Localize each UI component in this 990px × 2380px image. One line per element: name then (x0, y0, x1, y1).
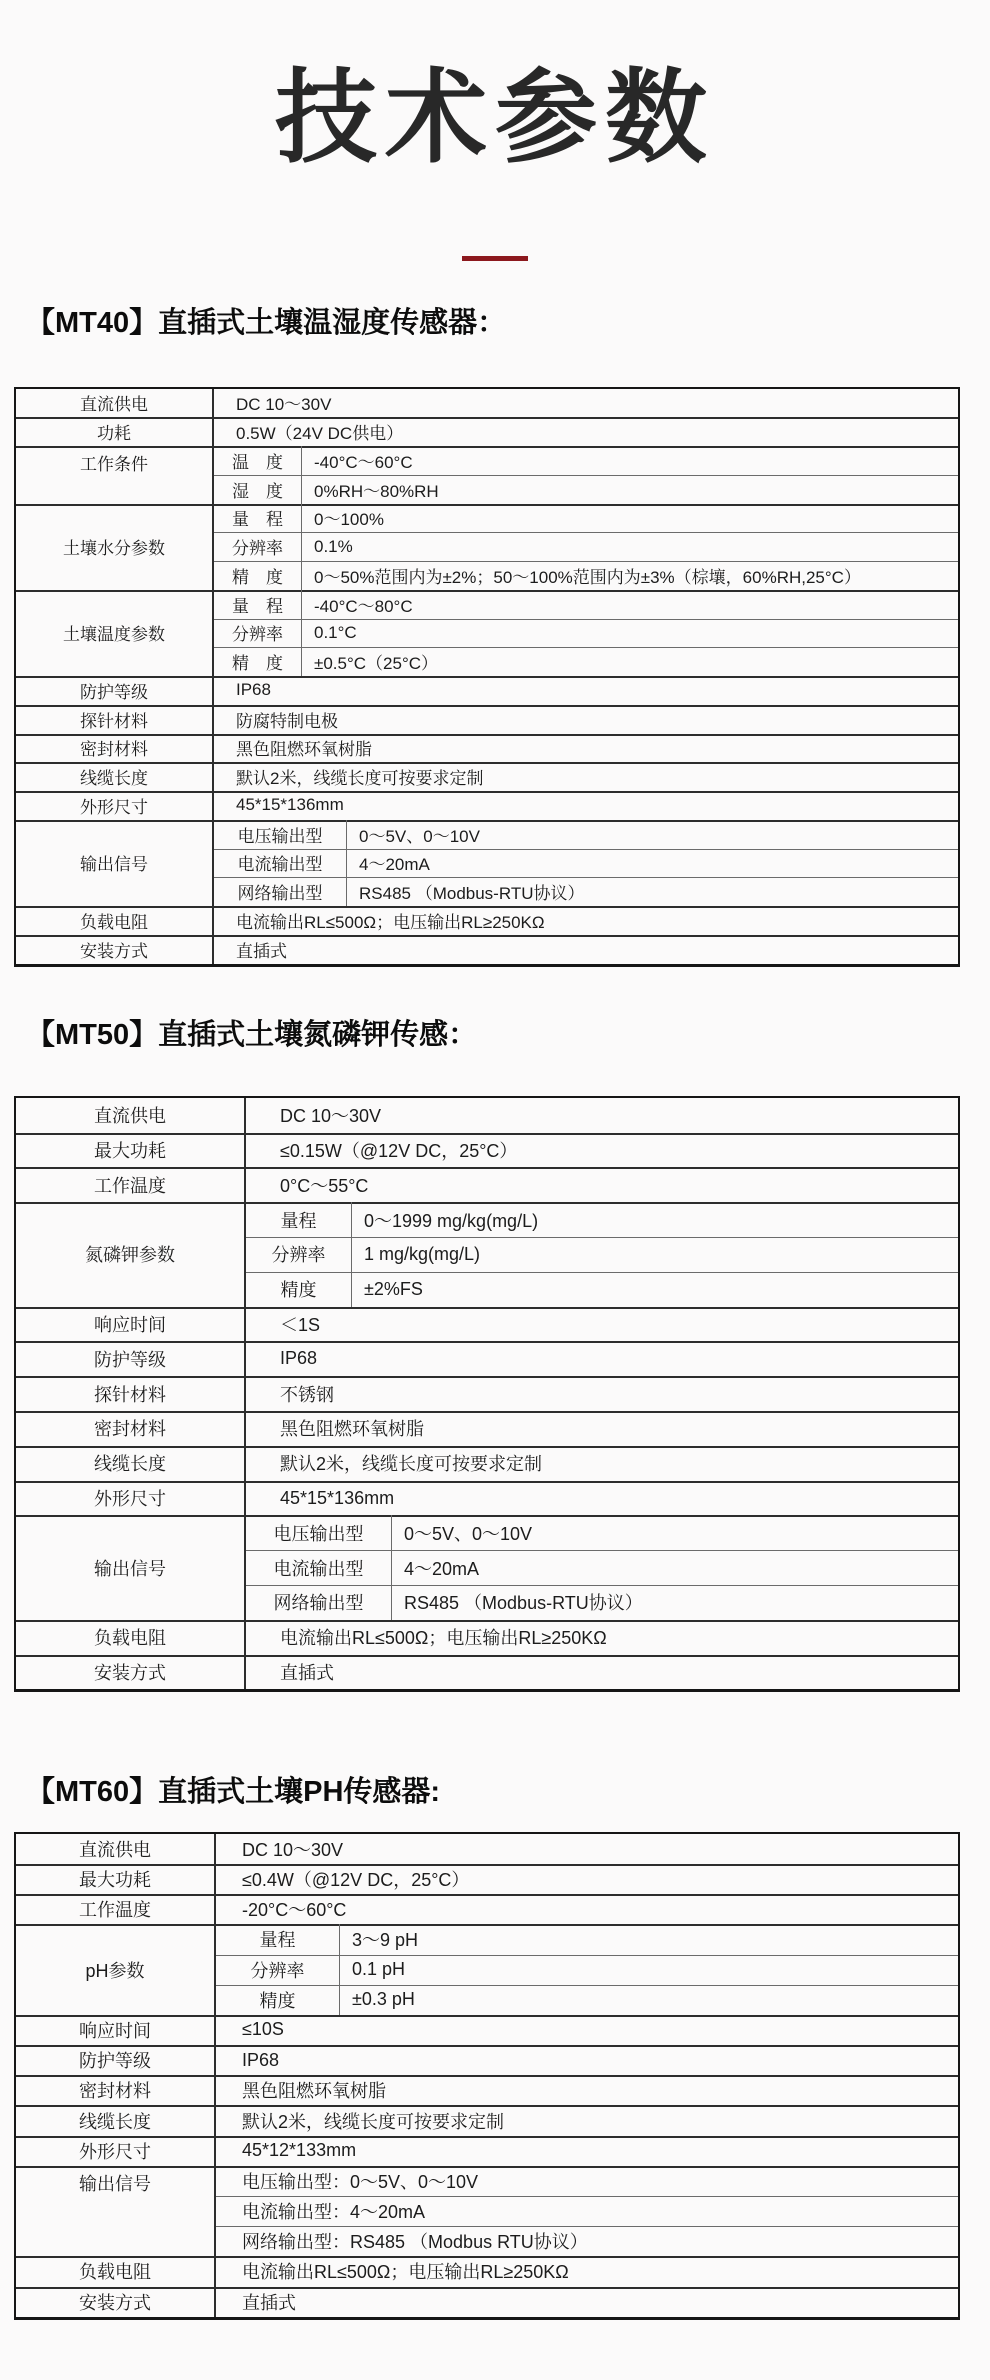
spec-value: 0.1 pH (352, 1959, 406, 1980)
spec-rows (216, 2045, 958, 2075)
spec-value: IP68 (236, 680, 271, 700)
spec-row-label: 密封材料 (16, 1411, 246, 1446)
spec-row-label: 功耗 (16, 417, 214, 446)
spec-row-label: pH参数 (16, 1924, 216, 2015)
spec-rows (214, 820, 958, 906)
spec-row-label: 安装方式 (16, 2287, 216, 2317)
spec-value: 0%RH～80%RH (314, 481, 439, 501)
spec-band (16, 1133, 958, 1168)
spec-band (16, 590, 958, 676)
spec-row-label: 外形尺寸 (16, 791, 214, 820)
spec-value: 网络输出型：RS485 （Modbus RTU协议） (242, 2232, 588, 2253)
spec-band (16, 820, 958, 906)
spec-rows (214, 906, 958, 935)
spec-rows (216, 2136, 958, 2166)
spec-rows (214, 676, 958, 705)
spec-band (16, 705, 958, 734)
spec-row-label: 密封材料 (16, 734, 214, 763)
spec-rows (216, 1894, 958, 1924)
spec-rows (246, 1376, 958, 1411)
spec-value: 黑色阻燃环氧树脂 (280, 1419, 424, 1440)
spec-row (246, 1272, 958, 1307)
spec-rows (246, 1446, 958, 1481)
spec-rows (216, 2105, 958, 2135)
spec-rows (214, 734, 958, 763)
spec-sub-label: 电压输出型 (214, 820, 347, 849)
spec-rows (214, 935, 958, 964)
spec-row-label: 负载电阻 (16, 1620, 246, 1655)
spec-sub-label: 电流输出型 (214, 849, 347, 878)
spec-row (216, 2226, 958, 2256)
spec-row (214, 417, 958, 446)
spec-row-label: 输出信号 (16, 1515, 246, 1619)
spec-row (214, 561, 958, 590)
spec-row (214, 475, 958, 504)
spec-row (214, 820, 958, 849)
spec-row (216, 2015, 958, 2045)
spec-row (216, 2075, 958, 2105)
spec-row-label: 工作温度 (16, 1894, 216, 1924)
spec-sub-label: 分辨率 (214, 619, 302, 648)
spec-value: IP68 (280, 1348, 318, 1369)
spec-value: -40°C～80°C (314, 596, 413, 616)
spec-row (216, 2256, 958, 2286)
spec-sub-label: 精度 (246, 1272, 352, 1307)
spec-sub-label: 分辨率 (216, 1955, 340, 1985)
spec-band (16, 935, 958, 964)
spec-row (214, 676, 958, 705)
spec-band (16, 2015, 958, 2045)
section-mt60 (14, 1776, 960, 2319)
spec-row (214, 590, 958, 619)
spec-row-label: 线缆长度 (16, 762, 214, 791)
spec-row (246, 1341, 958, 1376)
spec-rows (214, 417, 958, 446)
spec-value: 45*15*136mm (236, 795, 344, 815)
spec-value: 黑色阻燃环氧树脂 (242, 2081, 386, 2102)
spec-row (214, 619, 958, 648)
spec-sub-label: 精 度 (214, 561, 302, 590)
spec-rows (214, 446, 958, 504)
spec-rows (246, 1167, 958, 1202)
spec-row-label: 负载电阻 (16, 906, 214, 935)
spec-band (16, 1341, 958, 1376)
spec-rows (246, 1133, 958, 1168)
spec-row-label: 探针材料 (16, 705, 214, 734)
spec-row (216, 1985, 958, 2015)
spec-rows (216, 2075, 958, 2105)
spec-band (16, 1515, 958, 1619)
spec-band (16, 2136, 958, 2166)
spec-rows (246, 1341, 958, 1376)
spec-row (246, 1167, 958, 1202)
spec-row-label: 响应时间 (16, 2015, 216, 2045)
spec-band (16, 1864, 958, 1894)
spec-value: 0.1% (314, 536, 353, 556)
spec-band (16, 676, 958, 705)
spec-band (16, 1924, 958, 2015)
spec-row-label: 线缆长度 (16, 1446, 246, 1481)
spec-value: 1 mg/kg(mg/L) (364, 1243, 481, 1264)
spec-row (246, 1585, 958, 1620)
spec-rows (216, 2015, 958, 2045)
spec-row-label: 线缆长度 (16, 2105, 216, 2135)
spec-sub-label: 量 程 (214, 504, 302, 533)
spec-sub-label: 电压输出型 (246, 1515, 392, 1550)
spec-rows (246, 1098, 958, 1133)
spec-value: 0.5W（24V DC供电） (236, 424, 404, 444)
spec-value: 防腐特制电极 (236, 711, 338, 731)
spec-row-label: 密封材料 (16, 2075, 216, 2105)
spec-band (16, 446, 958, 504)
red-divider (462, 256, 528, 261)
spec-row (246, 1411, 958, 1446)
spec-value: 0～100% (314, 510, 384, 530)
spec-row-label: 输出信号 (16, 2166, 216, 2257)
spec-rows (246, 1620, 958, 1655)
spec-rows (216, 1834, 958, 1864)
spec-row-label: 直流供电 (16, 1098, 246, 1133)
spec-band (16, 1655, 958, 1690)
spec-value: 0°C～55°C (280, 1175, 369, 1196)
spec-row-label: 直流供电 (16, 1834, 216, 1864)
section-mt40 (14, 307, 960, 966)
spec-value: 0～1999 mg/kg(mg/L) (364, 1210, 539, 1231)
spec-value: 黑色阻燃环氧树脂 (236, 740, 372, 760)
spec-value: ≤0.15W（@12V DC，25°C） (280, 1141, 518, 1162)
spec-value: 直插式 (242, 2292, 296, 2313)
spec-rows (246, 1307, 958, 1342)
spec-rows (214, 590, 958, 676)
spec-row-label: 直流供电 (16, 389, 214, 418)
spec-value: 直插式 (236, 941, 287, 961)
spec-value: 0～50%范围内为±2%；50～100%范围内为±3%（棕壤，60%RH,25°C） (314, 567, 861, 587)
spec-row (216, 2105, 958, 2135)
spec-rows (216, 2287, 958, 2317)
spec-row-label: 输出信号 (16, 820, 214, 906)
spec-band (16, 1202, 958, 1306)
spec-band (16, 1307, 958, 1342)
spec-rows (214, 791, 958, 820)
spec-sub-label: 分辨率 (246, 1237, 352, 1272)
spec-row (246, 1307, 958, 1342)
spec-rows (216, 2166, 958, 2257)
spec-row (214, 532, 958, 561)
spec-row-label: 防护等级 (16, 2045, 216, 2075)
section-heading-mt60: 【MT60】直插式土壤PH传感器: (26, 1776, 441, 1809)
spec-value: ±0.5°C（25°C） (314, 654, 439, 674)
spec-value: IP68 (242, 2049, 280, 2070)
spec-table-mt50 (14, 1096, 960, 1693)
spec-row (214, 791, 958, 820)
spec-value: ±0.3 pH (352, 1989, 415, 2010)
spec-row (214, 849, 958, 878)
spec-table-mt40 (14, 387, 960, 967)
spec-band (16, 417, 958, 446)
spec-row (216, 2196, 958, 2226)
spec-band (16, 1834, 958, 1864)
spec-band (16, 762, 958, 791)
spec-row (246, 1620, 958, 1655)
spec-band (16, 734, 958, 763)
spec-value: -40°C～60°C (314, 452, 413, 472)
spec-rows (214, 504, 958, 590)
spec-row-label: 负载电阻 (16, 2256, 216, 2286)
spec-band (16, 2075, 958, 2105)
spec-row (214, 705, 958, 734)
spec-sub-label: 精度 (216, 1985, 340, 2015)
spec-band (16, 1098, 958, 1133)
spec-value: DC 10～30V (242, 1839, 344, 1860)
spec-row (216, 2045, 958, 2075)
spec-row-label: 土壤温度参数 (16, 590, 214, 676)
spec-value: 电流输出RL≤500Ω；电压输出RL≥250KΩ (280, 1628, 607, 1649)
spec-rows (246, 1481, 958, 1516)
page-title: 技术参数 (275, 61, 715, 175)
spec-value: 默认2米，线缆长度可按要求定制 (280, 1454, 543, 1475)
spec-value: 4～20mA (359, 855, 430, 875)
spec-row (216, 1924, 958, 1954)
spec-row-label: 工作温度 (16, 1167, 246, 1202)
spec-row (246, 1481, 958, 1516)
spec-row (214, 504, 958, 533)
spec-sub-label: 精 度 (214, 647, 302, 676)
spec-sub-label: 网络输出型 (246, 1585, 392, 1620)
spec-row (214, 935, 958, 964)
spec-value: 3～9 pH (352, 1930, 419, 1951)
spec-band (16, 389, 958, 418)
spec-row (216, 1955, 958, 1985)
spec-value: 电流输出型：4～20mA (242, 2202, 426, 2223)
spec-sub-label: 温 度 (214, 446, 302, 475)
spec-value: -20°C～60°C (242, 1900, 347, 1921)
spec-row (216, 2287, 958, 2317)
spec-row (216, 1894, 958, 1924)
spec-row (214, 389, 958, 418)
spec-sub-label: 量程 (216, 1924, 340, 1954)
spec-value: DC 10～30V (280, 1106, 382, 1127)
spec-band (16, 906, 958, 935)
spec-table-mt60 (14, 1832, 960, 2320)
spec-row (246, 1202, 958, 1237)
spec-value: 电压输出型：0～5V、0～10V (242, 2171, 479, 2192)
spec-row (214, 446, 958, 475)
spec-row-label: 最大功耗 (16, 1133, 246, 1168)
spec-sub-label: 湿 度 (214, 475, 302, 504)
spec-band (16, 504, 958, 590)
spec-band (16, 2287, 958, 2317)
spec-band (16, 2256, 958, 2286)
spec-value: ≤10S (242, 2019, 284, 2040)
spec-row-label: 最大功耗 (16, 1864, 216, 1894)
spec-row-label: 响应时间 (16, 1307, 246, 1342)
spec-band (16, 1481, 958, 1516)
spec-row (246, 1098, 958, 1133)
spec-row (246, 1550, 958, 1585)
spec-rows (216, 2256, 958, 2286)
spec-rows (246, 1515, 958, 1619)
spec-band (16, 2166, 958, 2257)
spec-row-label: 防护等级 (16, 1341, 246, 1376)
spec-value: 0.1°C (314, 622, 357, 642)
spec-row (216, 1864, 958, 1894)
section-mt50 (14, 1019, 960, 1693)
spec-band (16, 791, 958, 820)
spec-value: ≤0.4W（@12V DC，25°C） (242, 1870, 470, 1891)
spec-rows (214, 389, 958, 418)
spec-row (214, 762, 958, 791)
spec-row-label: 探针材料 (16, 1376, 246, 1411)
spec-row (216, 2166, 958, 2196)
spec-row-label: 土壤水分参数 (16, 504, 214, 590)
spec-value: RS485 （Modbus-RTU协议） (404, 1593, 643, 1614)
spec-row (214, 906, 958, 935)
spec-row-label: 安装方式 (16, 1655, 246, 1690)
spec-rows (246, 1411, 958, 1446)
spec-sub-label: 网络输出型 (214, 877, 347, 906)
spec-value: 不锈钢 (280, 1384, 334, 1405)
spec-rows (214, 762, 958, 791)
section-heading-mt40: 【MT40】直插式土壤温湿度传感器： (26, 307, 507, 340)
spec-rows (216, 1924, 958, 2015)
spec-value: 0～5V、0～10V (359, 826, 480, 846)
spec-band (16, 1620, 958, 1655)
spec-value: 0～5V、0～10V (404, 1523, 533, 1544)
spec-value: 45*15*136mm (280, 1487, 395, 1508)
spec-value: DC 10～30V (236, 395, 332, 415)
spec-sub-label: 量 程 (214, 590, 302, 619)
spec-value: 默认2米，线缆长度可按要求定制 (236, 769, 484, 789)
spec-value: 45*12*133mm (242, 2140, 357, 2161)
spec-row (246, 1515, 958, 1550)
section-heading-mt50: 【MT50】直插式土壤氮磷钾传感： (26, 1018, 478, 1051)
spec-band (16, 1446, 958, 1481)
spec-sub-label: 量程 (246, 1202, 352, 1237)
spec-rows (216, 1864, 958, 1894)
spec-value: 默认2米，线缆长度可按要求定制 (242, 2111, 505, 2132)
spec-sub-label: 电流输出型 (246, 1550, 392, 1585)
spec-row-label: 氮磷钾参数 (16, 1202, 246, 1306)
spec-band (16, 1894, 958, 1924)
spec-row-label: 外形尺寸 (16, 2136, 216, 2166)
spec-row-label: 工作条件 (16, 446, 214, 504)
spec-row (246, 1133, 958, 1168)
spec-band (16, 2105, 958, 2135)
spec-row (214, 734, 958, 763)
spec-band (16, 1376, 958, 1411)
spec-row (216, 2136, 958, 2166)
spec-value: 电流输出RL≤500Ω；电压输出RL≥250KΩ (236, 912, 545, 932)
spec-value: ＜1S (280, 1315, 321, 1336)
spec-value: 电流输出RL≤500Ω；电压输出RL≥250KΩ (242, 2262, 569, 2283)
spec-row (246, 1446, 958, 1481)
spec-band (16, 2045, 958, 2075)
spec-rows (246, 1655, 958, 1690)
spec-row (214, 647, 958, 676)
spec-rows (214, 705, 958, 734)
spec-row (246, 1376, 958, 1411)
spec-row-label: 安装方式 (16, 935, 214, 964)
spec-row (246, 1237, 958, 1272)
spec-value: 4～20mA (404, 1558, 480, 1579)
spec-row-label: 外形尺寸 (16, 1481, 246, 1516)
spec-row-label: 防护等级 (16, 676, 214, 705)
spec-value: RS485 （Modbus-RTU协议） (359, 884, 585, 904)
spec-row (214, 877, 958, 906)
spec-row (246, 1655, 958, 1690)
spec-value: 直插式 (280, 1663, 334, 1684)
spec-value: ±2%FS (364, 1278, 423, 1299)
spec-row (216, 1834, 958, 1864)
spec-rows (246, 1202, 958, 1306)
spec-sub-label: 分辨率 (214, 532, 302, 561)
spec-band (16, 1411, 958, 1446)
spec-band (16, 1167, 958, 1202)
